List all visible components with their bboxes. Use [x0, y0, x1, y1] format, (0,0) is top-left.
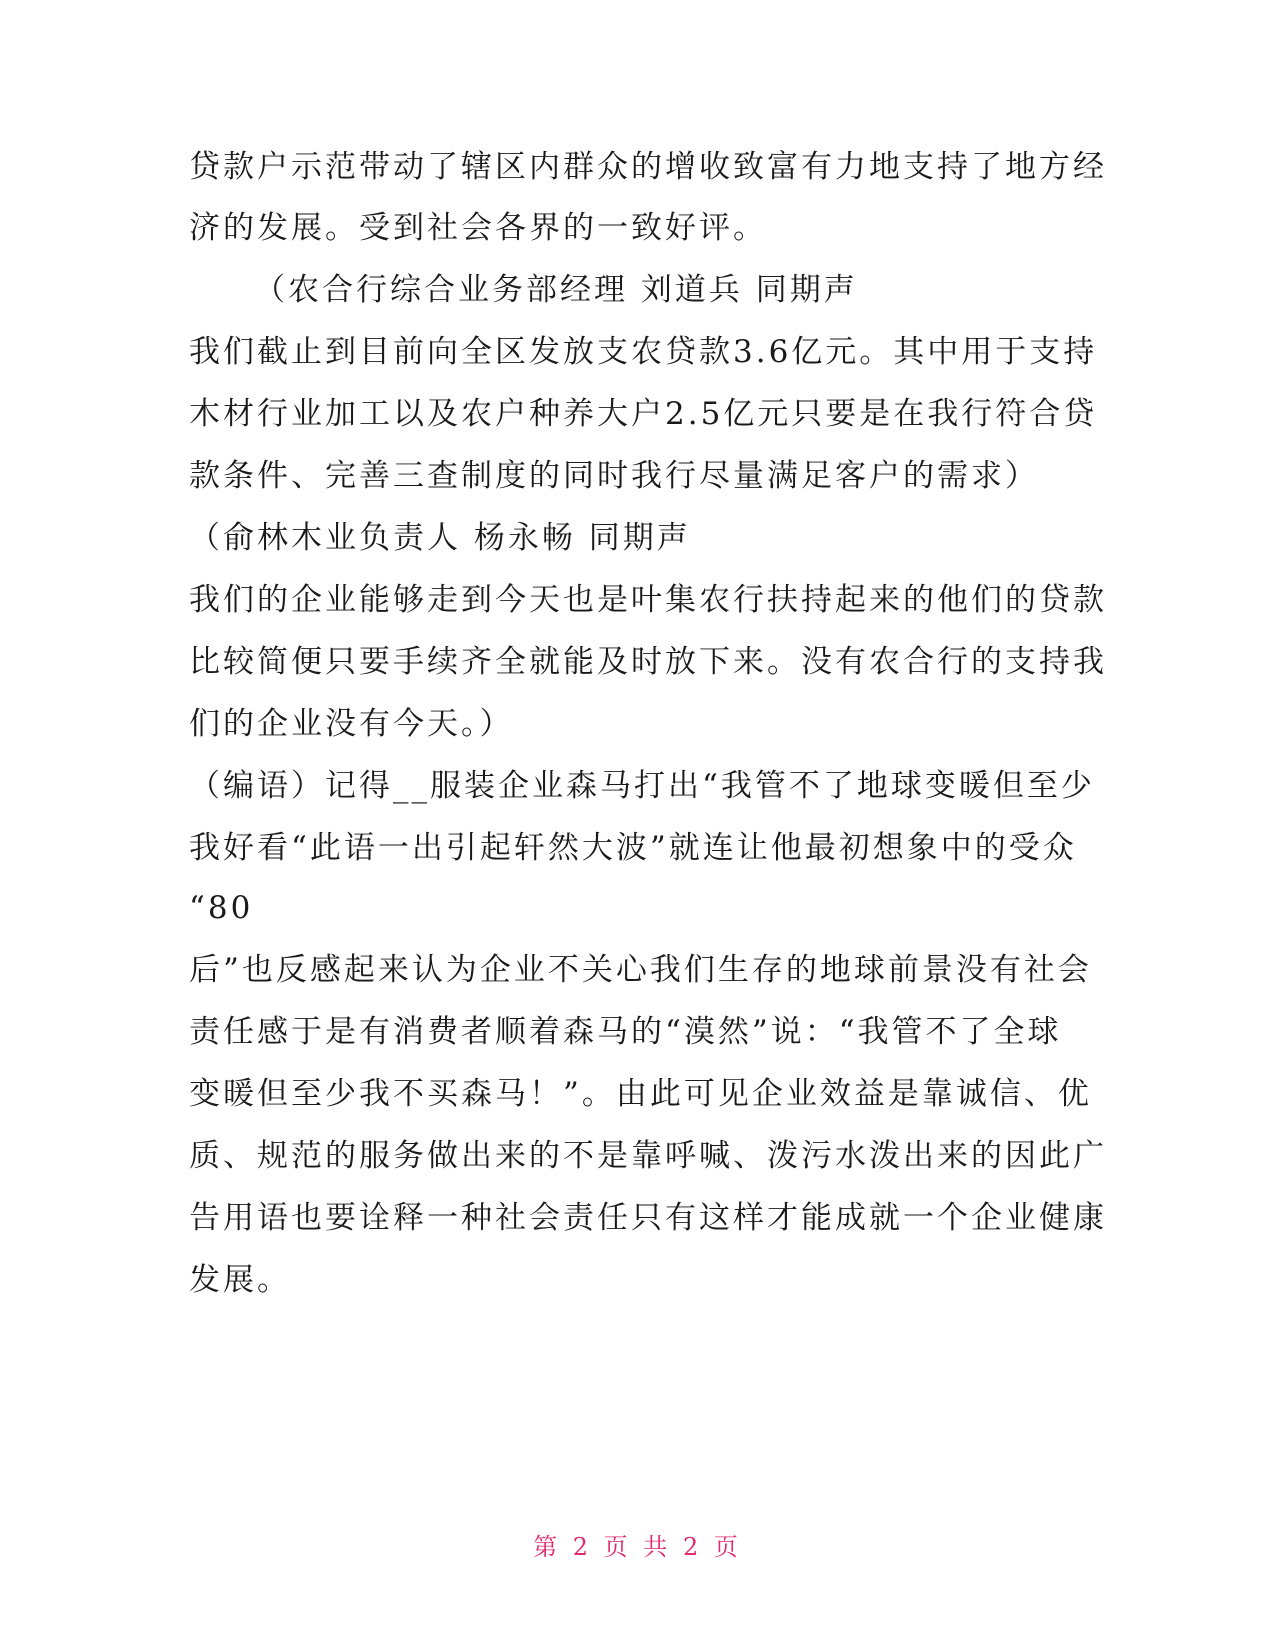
editorial-line-7: 质、规范的服务做出来的不是靠呼喊、泼污水泼出来的因此广: [189, 1138, 1107, 1174]
quote-intro-line: （农合行综合业务部经理 刘道兵 同期声: [254, 272, 858, 308]
editorial-line-8: 告用语也要诠释一种社会责任只有这样才能成就一个企业健康: [189, 1200, 1107, 1236]
editorial-line-2: 我好看“此语一出引起轩然大波”就连让他最初想象中的受众: [189, 830, 1077, 866]
body-line-6: 款条件、完善三查制度的同时我行尽量满足客户的需求）: [189, 458, 1039, 494]
editorial-line-1: （编语）记得__服装企业森马打出“我管不了地球变暖但至少: [189, 768, 1095, 804]
page-number-footer: 第 2 页 共 2 页: [533, 1533, 742, 1561]
quote-intro-line-2: （俞林木业负责人 杨永畅 同期声: [189, 520, 691, 556]
editorial-line-6: 变暖但至少我不买森马！”。由此可见企业效益是靠诚信、优: [189, 1076, 1092, 1112]
body-line-2: 济的发展。受到社会各界的一致好评。: [189, 210, 767, 246]
body-line-10: 们的企业没有今天。）: [189, 706, 514, 742]
body-line-1: 贷款户示范带动了辖区内群众的增收致富有力地支持了地方经: [189, 149, 1107, 185]
body-line-5: 木材行业加工以及农户种养大户2.5亿元只要是在我行符合贷: [189, 396, 1098, 432]
editorial-line-3: “80: [189, 890, 254, 926]
editorial-line-4: 后”也反感起来认为企业不关心我们生存的地球前景没有社会: [189, 952, 1092, 988]
editorial-line-5: 责任感于是有消费者顺着森马的“漠然”说：“我管不了全球: [189, 1014, 1062, 1050]
body-line-4: 我们截止到目前向全区发放支农贷款3.6亿元。其中用于支持: [189, 334, 1098, 370]
body-line-9: 比较简便只要手续齐全就能及时放下来。没有农合行的支持我: [189, 644, 1107, 680]
editorial-line-9: 发展。: [189, 1262, 291, 1298]
body-line-8: 我们的企业能够走到今天也是叶集农行扶持起来的他们的贷款: [189, 582, 1107, 618]
